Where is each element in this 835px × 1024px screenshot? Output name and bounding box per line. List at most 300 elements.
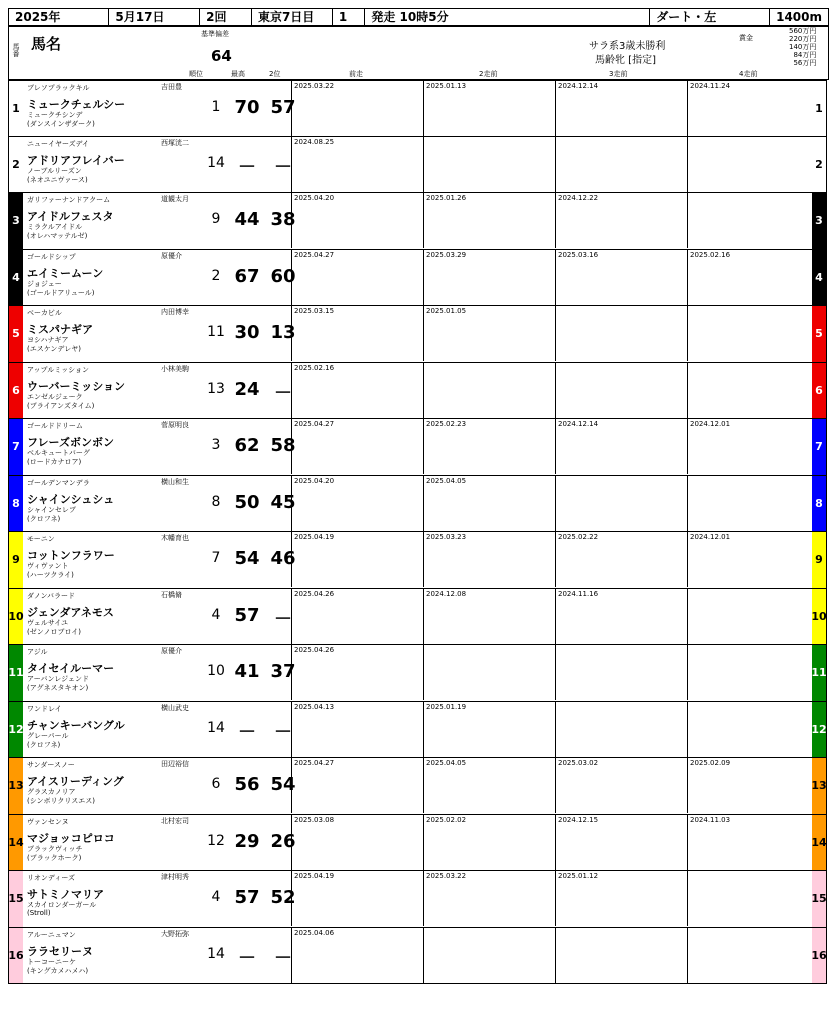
second-score: 60	[270, 265, 296, 287]
past-race-3	[555, 758, 688, 813]
horse-name[interactable]: コットンフラワー	[27, 549, 115, 562]
dam: ヴェルサイユ	[27, 618, 68, 627]
past-race-4	[687, 532, 824, 587]
umaban-left: 5	[9, 306, 23, 362]
past-race-2	[423, 702, 556, 757]
second-score: －	[274, 947, 292, 969]
second-score: 54	[270, 774, 296, 795]
past-race-4	[687, 476, 824, 531]
prize-label: 賞金	[739, 34, 753, 42]
horse-row[interactable]	[8, 306, 827, 363]
prize-list	[789, 27, 816, 67]
broodmare-sire: (Stroll)	[27, 909, 51, 917]
broodmare-sire: (エスケンデレヤ)	[27, 345, 81, 353]
past-race-2	[423, 137, 556, 192]
best-score: 30	[234, 322, 260, 343]
umaban-left: 13	[9, 758, 23, 814]
past-race-4	[687, 928, 824, 983]
past-race-3	[555, 306, 688, 361]
past-race-4	[687, 306, 824, 361]
jockey: 横山和生	[161, 477, 189, 486]
umaban-left: 1	[9, 81, 23, 136]
umaban-right: 13	[812, 758, 826, 814]
broodmare-sire: (アグネスタキオン)	[27, 684, 89, 692]
umaban-right: 6	[812, 363, 826, 419]
second-score: 57	[270, 97, 296, 118]
horse-row[interactable]	[8, 871, 827, 928]
horse-info	[25, 929, 205, 983]
past-race-2	[423, 419, 556, 474]
past-race-1	[291, 193, 424, 248]
past-race-3	[555, 589, 688, 644]
past-race-date: 2025.04.20	[294, 476, 335, 485]
past-race-3	[555, 363, 688, 418]
umaban-right: 8	[812, 476, 826, 532]
jockey: 小林美駒	[161, 364, 189, 373]
past-race-4	[687, 81, 824, 136]
umaban-right: 4	[812, 250, 826, 306]
horse-row[interactable]	[8, 137, 827, 194]
past-race-date: 2025.01.12	[558, 872, 599, 880]
broodmare-sire: (ブライアンズタイム)	[27, 401, 95, 410]
horse-info	[25, 590, 205, 644]
second-score: －	[274, 608, 292, 630]
rank: 6	[211, 776, 221, 792]
umaban-left: 8	[9, 476, 23, 532]
horse-info	[25, 646, 205, 700]
prize-1: 560万円	[789, 27, 817, 35]
best-score: 24	[234, 378, 260, 400]
past-race-2	[423, 250, 556, 305]
past-race-3	[555, 871, 688, 926]
past-race-date: 2024.08.25	[294, 137, 335, 146]
horse-name[interactable]: ララセリーヌ	[27, 944, 93, 958]
dam: トーコーニーケ	[27, 957, 76, 966]
std-label: 基準偏差	[201, 30, 229, 38]
horse-row[interactable]	[8, 928, 827, 985]
past-race-1	[291, 532, 424, 587]
n3-label: 3走前	[609, 70, 628, 78]
past-race-3	[555, 702, 688, 757]
past-race-2	[423, 81, 556, 136]
past-race-2	[423, 306, 556, 361]
past-race-date: 2025.04.26	[294, 589, 335, 598]
past-race-date: 2025.04.19	[294, 872, 335, 880]
dam: ミラクルアイドル	[27, 223, 83, 231]
past-race-date: 2024.12.01	[690, 420, 731, 428]
horse-name[interactable]: アイスリーディング	[27, 775, 124, 788]
sire: ゴールデンマンデラ	[27, 478, 90, 487]
jockey: 北村宏司	[161, 816, 189, 825]
rank: 4	[211, 889, 221, 905]
rank: 8	[211, 493, 221, 510]
dam: ブラックヴィッチ	[27, 844, 83, 853]
horse-row[interactable]	[8, 250, 827, 307]
n2-label: 2走前	[479, 70, 498, 78]
past-race-date: 2025.03.08	[294, 815, 335, 824]
best-score: 57	[234, 604, 260, 626]
past-race-2	[423, 363, 556, 418]
past-race-4	[687, 645, 824, 700]
second-score: 13	[270, 322, 296, 343]
past-race-date: 2025.03.29	[426, 250, 467, 259]
horse-name[interactable]: アイドルフェスタ	[27, 210, 114, 223]
n4-label: 4走前	[739, 70, 758, 78]
past-race-4	[687, 419, 824, 474]
past-race-1	[291, 137, 424, 192]
horse-name[interactable]: エイミームーン	[27, 266, 104, 280]
horse-row[interactable]	[8, 815, 827, 872]
past-race-date: 2025.04.19	[294, 533, 335, 541]
horse-info	[25, 477, 205, 531]
sire: ヴァンセンヌ	[27, 817, 69, 826]
date: 5月17日	[109, 9, 200, 25]
past-race-date: 2025.04.27	[294, 250, 335, 259]
horse-row[interactable]	[8, 363, 827, 420]
horse-name[interactable]: ミュークチェルシー	[27, 98, 126, 111]
past-race-date: 2025.02.16	[690, 250, 731, 259]
past-race-4	[687, 250, 824, 305]
past-race-2	[423, 193, 556, 248]
rank: 7	[211, 550, 221, 566]
rank: 1	[211, 99, 221, 115]
broodmare-sire: (キングカメハメハ)	[27, 966, 89, 975]
broodmare-sire: (ブラックホーク)	[27, 853, 82, 862]
rank: 14	[207, 945, 225, 962]
past-race-date: 2024.12.14	[558, 420, 599, 428]
past-race-date: 2025.04.05	[426, 476, 467, 485]
sire: サンダースノー	[27, 761, 75, 769]
sire: ダノンバラード	[27, 591, 76, 600]
broodmare-sire: (ネオユニヴァース)	[27, 175, 88, 184]
past-race-date: 2024.12.22	[558, 194, 599, 202]
best-score: 29	[234, 830, 260, 852]
past-race-1	[291, 306, 424, 361]
past-race-date: 2025.02.09	[690, 759, 731, 767]
rank: 4	[211, 606, 221, 623]
past-race-date: 2025.02.16	[294, 363, 335, 372]
prize-3: 140万円	[789, 43, 817, 51]
past-race-1	[291, 758, 424, 813]
umaban-left: 14	[9, 815, 23, 871]
past-race-4	[687, 871, 824, 926]
horse-row[interactable]	[8, 419, 827, 476]
rank: 14	[207, 719, 225, 736]
past-race-4	[687, 815, 824, 870]
column-header	[8, 26, 829, 80]
jockey: 田辺裕信	[161, 760, 189, 768]
dam: ヴィヴァント	[27, 562, 69, 570]
past-race-2	[423, 871, 556, 926]
best-score: 57	[234, 887, 260, 908]
best-score: 70	[234, 97, 260, 118]
best-score: 44	[234, 209, 260, 230]
name-header: 馬名	[31, 35, 62, 53]
past-race-3	[555, 137, 688, 192]
umaban-left: 2	[9, 137, 23, 193]
broodmare-sire: (クロフネ)	[27, 514, 61, 523]
umaban-right: 15	[812, 871, 826, 927]
past-race-date: 2025.02.22	[558, 533, 599, 541]
past-race-date: 2025.01.13	[426, 82, 467, 90]
best-score: 50	[234, 491, 260, 513]
sire: アジル	[27, 648, 48, 656]
jockey: 横山武史	[161, 703, 189, 712]
best-score: 56	[234, 774, 260, 795]
rank: 9	[211, 211, 221, 227]
umaban-label: 馬番	[12, 43, 20, 57]
broodmare-sire: (ハーツクライ)	[27, 571, 74, 579]
past-race-1	[291, 81, 424, 136]
horse-info	[25, 138, 205, 192]
distance: 1400m	[776, 10, 822, 24]
horse-name[interactable]: フレーズボンボン	[27, 436, 115, 449]
past-race-date: 2025.01.26	[426, 194, 467, 202]
jockey: 木幡育也	[161, 534, 189, 542]
umaban-left: 16	[9, 928, 23, 984]
rank: 2	[211, 267, 221, 284]
past-race-3	[555, 532, 688, 587]
rank: 10	[207, 663, 225, 679]
past-race-date: 2024.12.08	[426, 589, 467, 598]
sire: モーニン	[27, 535, 55, 543]
past-race-date: 2024.11.16	[558, 589, 599, 598]
jockey: 道観太月	[161, 195, 189, 203]
past-race-date: 2025.04.20	[294, 194, 335, 202]
broodmare-sire: (シンボリクリスエス)	[27, 797, 96, 805]
best-score: 54	[234, 548, 260, 569]
jockey: 津村明秀	[161, 873, 189, 881]
std-value: 64	[211, 47, 232, 65]
horse-name[interactable]: ミスパナギア	[27, 323, 93, 336]
horse-row[interactable]	[8, 589, 827, 646]
broodmare-sire: (クロフネ)	[27, 740, 61, 749]
rank: 12	[207, 832, 225, 849]
track: ダート・左	[650, 9, 770, 25]
dam: アーバンレジェンド	[27, 675, 89, 683]
dam: ヨシハナギア	[27, 336, 69, 344]
past-race-2	[423, 928, 556, 983]
past-race-date: 2025.04.13	[294, 702, 335, 711]
dam: シャインセレブ	[27, 505, 76, 514]
year: 2025年	[9, 9, 109, 25]
horse-name[interactable]: サトミノマリア	[27, 888, 104, 901]
umaban-right: 11	[812, 645, 826, 701]
umaban-right: 9	[812, 532, 826, 588]
past-race-4	[687, 702, 824, 757]
jockey: 大野拓弥	[161, 929, 189, 938]
past-race-1	[291, 645, 424, 700]
best-score: 41	[234, 661, 260, 682]
horse-info	[25, 816, 205, 870]
past-race-2	[423, 532, 556, 587]
past-race-date: 2025.03.15	[294, 307, 335, 315]
second-score: 46	[270, 548, 296, 569]
past-race-date: 2024.12.15	[558, 815, 599, 824]
past-race-3	[555, 645, 688, 700]
horse-name[interactable]: ウーバーミッション	[27, 379, 126, 393]
broodmare-sire: (ロードカナロア)	[27, 458, 82, 466]
kai: 2回	[200, 9, 252, 25]
rank: 3	[211, 437, 221, 453]
best-label: 最高	[231, 70, 245, 78]
umaban-left: 7	[9, 419, 23, 475]
past-race-1	[291, 871, 424, 926]
second-score: －	[274, 382, 292, 404]
horse-info	[25, 420, 205, 474]
past-race-2	[423, 758, 556, 813]
horse-row[interactable]	[8, 80, 827, 137]
horse-row[interactable]	[8, 645, 827, 702]
horse-name[interactable]: シャインシュシュ	[27, 492, 115, 506]
second-score: 26	[270, 830, 296, 852]
past-race-date: 2025.04.27	[294, 759, 335, 767]
past-race-1	[291, 815, 424, 870]
sire: ニューイヤーズデイ	[27, 139, 90, 148]
past-race-date: 2024.12.14	[558, 82, 599, 90]
past-race-date: 2025.02.23	[426, 420, 467, 428]
past-race-2	[423, 476, 556, 531]
dam: スカイロンダーガール	[27, 901, 97, 909]
past-race-1	[291, 363, 424, 418]
past-race-3	[555, 928, 688, 983]
second-score: 52	[270, 887, 296, 908]
past-race-3	[555, 419, 688, 474]
past-race-3	[555, 476, 688, 531]
prize-2: 220万円	[789, 35, 817, 43]
horse-row[interactable]	[8, 476, 827, 533]
horse-info	[25, 194, 205, 248]
past-race-1	[291, 589, 424, 644]
prize-4: 84万円	[793, 51, 817, 59]
past-race-4	[687, 589, 824, 644]
past-race-date: 2025.03.22	[426, 872, 467, 880]
umaban-left: 6	[9, 363, 23, 419]
second-label: 2位	[269, 70, 281, 78]
sire: ゴールドシップ	[27, 252, 76, 261]
second-score: 45	[270, 491, 296, 513]
horse-row[interactable]	[8, 532, 827, 589]
race-class: サラ系3歳未勝利	[589, 41, 666, 52]
dam: ノーブルリーズン	[27, 166, 82, 175]
sire: ゴールドドリーム	[27, 422, 83, 430]
horse-rows	[8, 80, 827, 984]
jockey: 菅原明良	[161, 421, 189, 429]
umaban-right: 5	[812, 306, 826, 362]
past-race-date: 2025.03.22	[294, 82, 335, 90]
past-race-1	[291, 250, 424, 305]
umaban-right: 1	[812, 81, 826, 136]
past-race-3	[555, 193, 688, 248]
umaban-left: 4	[9, 250, 23, 306]
broodmare-sire: (ゼンノロブロイ)	[27, 627, 81, 636]
best-score: 67	[234, 265, 260, 287]
past-race-date: 2025.01.19	[426, 702, 467, 711]
second-score: －	[274, 721, 292, 743]
umaban-right: 16	[812, 928, 826, 984]
horse-name[interactable]: アドリアフレイバー	[27, 153, 125, 167]
past-race-date: 2025.04.05	[426, 759, 467, 767]
past-race-1	[291, 928, 424, 983]
dam: ベルキュートバーグ	[27, 449, 90, 457]
race-cond: 馬齢牝 [指定]	[595, 55, 656, 66]
horse-name[interactable]: ジェンダアネモス	[27, 605, 114, 619]
past-race-date: 2025.04.06	[294, 928, 335, 937]
broodmare-sire: (オレハマッテルゼ)	[27, 232, 88, 240]
horse-info	[25, 251, 205, 305]
horse-row[interactable]	[8, 758, 827, 815]
past-race-4	[687, 137, 824, 192]
horse-info	[25, 82, 205, 136]
horse-name[interactable]: チャンキーバングル	[27, 718, 125, 732]
jockey: 内田博幸	[161, 308, 189, 316]
dam: ミュークチシンデ	[27, 111, 83, 119]
umaban-right: 14	[812, 815, 826, 871]
past-race-date: 2025.02.02	[426, 815, 467, 824]
umaban-right: 10	[812, 589, 826, 645]
dam: ジョジェー	[27, 279, 62, 288]
jockey: 原優介	[161, 647, 182, 655]
umaban-right: 3	[812, 193, 826, 249]
past-race-date: 2025.04.27	[294, 420, 335, 428]
past-race-2	[423, 589, 556, 644]
race-header-bar	[8, 8, 829, 26]
best-score: 62	[234, 435, 260, 456]
umaban-left: 11	[9, 645, 23, 701]
second-score: 37	[270, 661, 296, 682]
prize-5: 56万円	[793, 59, 817, 67]
jockey: 石橋脩	[161, 590, 182, 599]
sire: アルーニュマン	[27, 930, 76, 939]
horse-info	[25, 872, 205, 926]
second-score: －	[274, 156, 292, 178]
sire: ワンドレイ	[27, 704, 62, 713]
past-race-date: 2025.03.02	[558, 759, 599, 767]
horse-info	[25, 533, 205, 587]
best-score: －	[238, 156, 256, 178]
jockey: 原優介	[161, 251, 182, 260]
umaban-left: 15	[9, 871, 23, 927]
best-score: －	[238, 721, 256, 743]
past-race-4	[687, 363, 824, 418]
past-race-date: 2025.03.16	[558, 250, 599, 259]
dam: グレーパール	[27, 731, 69, 740]
past-race-3	[555, 815, 688, 870]
start-time: 発走 10時5分	[365, 9, 650, 25]
horse-name[interactable]: マジョッコピロコ	[27, 831, 115, 845]
horse-row[interactable]	[8, 193, 827, 250]
sire: アップルミッション	[27, 365, 89, 374]
horse-name[interactable]: タイセイルーマー	[27, 662, 115, 675]
past-race-1	[291, 702, 424, 757]
second-score: 38	[270, 209, 296, 230]
umaban-left: 12	[9, 702, 23, 758]
horse-info	[25, 759, 205, 813]
past-race-date: 2025.01.05	[426, 307, 467, 315]
umaban-right: 7	[812, 419, 826, 475]
zenso-label: 前走	[349, 70, 363, 78]
umaban-right: 12	[812, 702, 826, 758]
jockey: 吉田豊	[161, 83, 182, 91]
past-race-2	[423, 815, 556, 870]
best-score: －	[238, 947, 256, 969]
past-race-date: 2024.11.24	[690, 82, 731, 90]
past-race-date: 2025.04.26	[294, 646, 335, 654]
horse-row[interactable]	[8, 702, 827, 759]
past-race-4	[687, 758, 824, 813]
umaban-left: 10	[9, 589, 23, 645]
rank: 13	[207, 380, 225, 397]
